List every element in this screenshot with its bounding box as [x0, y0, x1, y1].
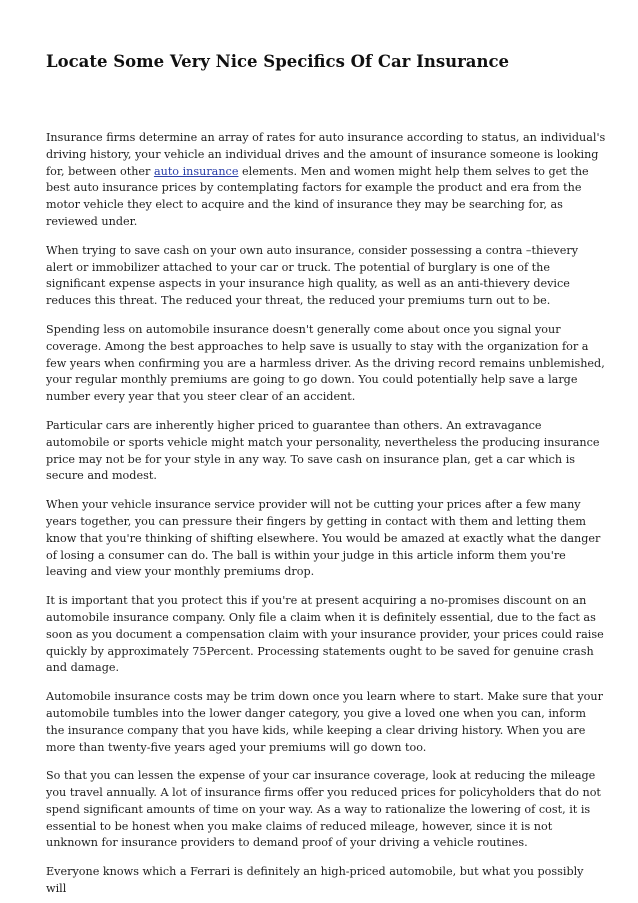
paragraph-text: When trying to save cash on your own auto insurance, consider possessing a contra –thievery alert or immobilizer attached to your car or truck. The potential of burglary is one of the significant expense aspects in your insurance high quality, as well as an anti-thievery device reduces this threat. The reduced your threat, the reduced your premiums turn out to be. [46, 243, 579, 308]
paragraph-text: Insurance firms determine an array of rates for auto insurance according to status, an individual's driving history, your vehicle an individual drives and the amount of insurance someone is looking for, between other [46, 131, 606, 178]
body-paragraph [46, 864, 606, 898]
paragraph-text: Particular cars are inherently higher priced to guarantee than others. An extravagance automobile or sports vehicle might match your personality, nevertheless the producing insurance price may not be for your style in any way. To save cash on insurance plan, get a car which is secure and modest. [46, 418, 600, 483]
body-paragraph [46, 322, 606, 406]
paragraph-text: Automobile insurance costs may be trim down once you learn where to start. Make sure that your automobile tumbles into the lower danger category, you give a loved one when you can, inform the insurance company that you have kids, while keeping a clear driving history. When you are more than twenty-five years aged your premiums will go down too. [46, 690, 603, 754]
paragraph-text: elements. Men and women might help them selves to get the best auto insurance prices by contemplating factors for example the product and era from the motor vehicle they elect to acquire and the kind of insurance they may be searching for, as reviewed under. [46, 164, 589, 228]
paragraph-text: So that you can lessen the expense of your car insurance coverage, look at reducing the mileage you travel annually. A lot of insurance firms offer you reduced prices for policyholders that do not spend significant amounts of time on your way. As a way to rationalize the lowering of cost, it is essential to be honest when you make claims of reduced mileage, however, since it is not unknown for insurance providers to demand proof of your driving a vehicle routines. [46, 769, 601, 850]
body-paragraph [46, 593, 606, 677]
paragraph-text: It is important that you protect this if you're at present acquiring a no-promises discount on an automobile insurance company. Only file a claim when it is definitely essential, due to the fact as soon as you document a compensation claim with your insurance provider, your prices could raise quickly by approximately 75Percent. Processing statements ought to be saved for genuine crash and damage. [46, 594, 604, 675]
document-body [46, 130, 606, 903]
body-paragraph [46, 768, 606, 852]
body-paragraph [46, 243, 606, 310]
body-paragraph [46, 418, 606, 485]
page-title: Locate Some Very Nice Specifics Of Car Insurance [46, 52, 510, 71]
paragraph-text: When your vehicle insurance service provider will not be cutting your prices after a few many years together, you can pressure their fingers by getting in contact with them and letting them know that you're thinking of shifting elsewhere. You would be amazed at exactly what the danger of losing a consumer can do. The ball is within your judge in this article inform them you're leaving and view your monthly premiums drop. [46, 498, 601, 579]
body-paragraph [46, 130, 606, 231]
paragraph-text: Everyone knows which a Ferrari is definitely an high-priced automobile, but what you possibly will [46, 865, 584, 896]
paragraph-text: Spending less on automobile insurance doesn't generally come about once you signal your coverage. Among the best approaches to help save is usually to stay with the organization for a few years when confirming you are a harmless driver. As the driving record remains unblemished, your regular monthly premiums are going to go down. You could potentially help save a large number every year that you steer clear of an accident. [46, 322, 605, 404]
body-paragraph [46, 689, 606, 756]
auto-insurance-link[interactable]: auto insurance [153, 164, 239, 178]
body-paragraph [46, 497, 606, 581]
